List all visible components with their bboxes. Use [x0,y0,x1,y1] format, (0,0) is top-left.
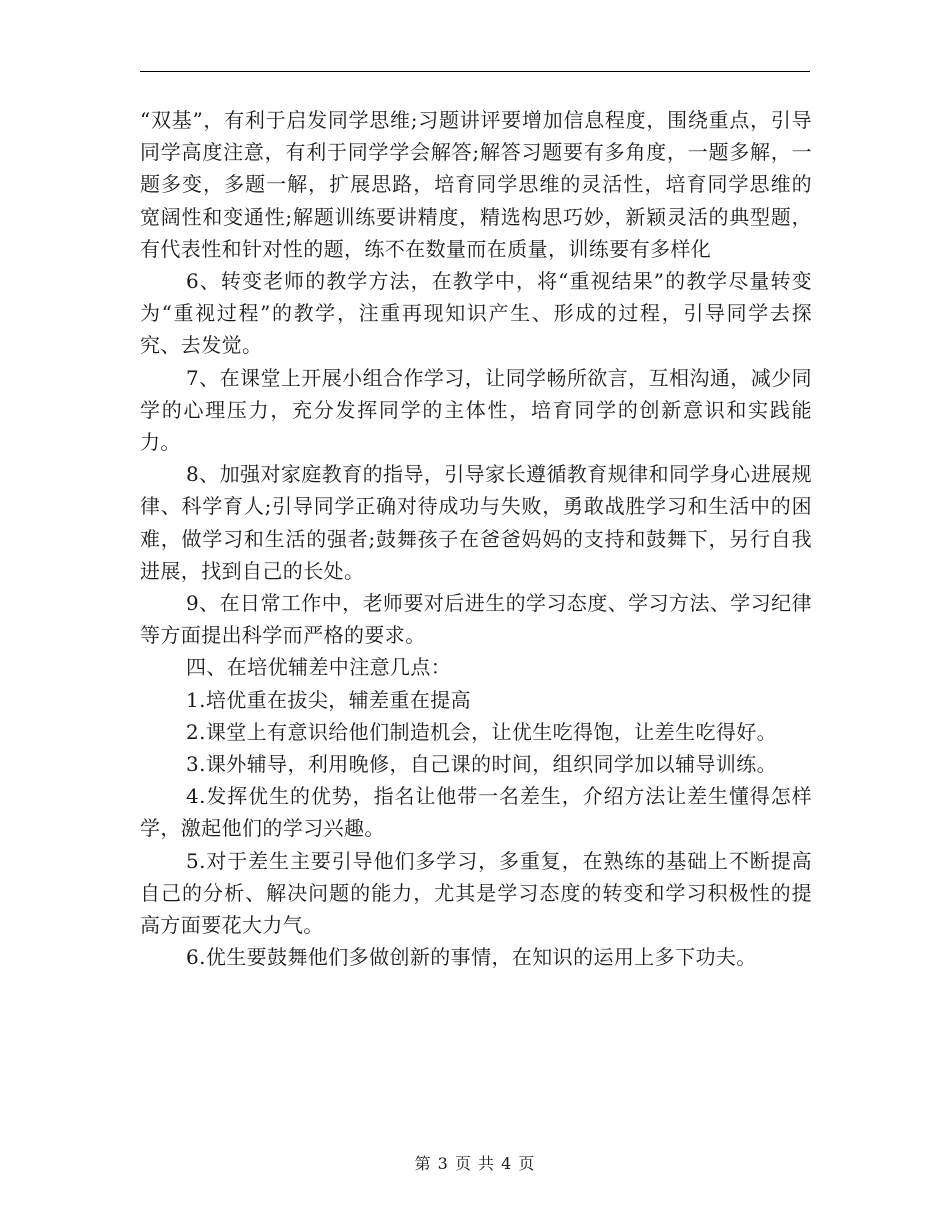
section-heading: 四、在培优辅差中注意几点： [186,655,452,680]
list-item: 6.优生要鼓舞他们多做创新的事情，在知识的运用上多下功夫。 [186,945,757,970]
paragraph: 7、在课堂上开展小组合作学习，让同学畅所欲言，互相沟通，减少同学的心理压力，充分发挥同学的主体性，培育同学的创新意识和实践能力。 [140,365,812,455]
paragraph: “双基”，有利于启发同学思维;习题讲评要增加信息程度，围绕重点，引导同学高度注意，有利于同学学会解答;解答习题要有多角度，一题多解，一题多变，多题一解，扩展思路，培育同学思维的灵活性，培育同学思维的宽阔性和变通性;解题训练要讲精度，精选构思巧妙，新颖灵活的典型题，有代表性和针对性的题，练不在数量而在质量，训练要有多样化 [140,108,812,261]
header-rule [140,71,810,72]
paragraph: 8、加强对家庭教育的指导，引导家长遵循教育规律和同学身心进展规律、科学育人;引导同学正确对待成功与失败，勇敢战胜学习和生活中的困难，做学习和生活的强者;鼓舞孩子在爸爸妈妈的支持和鼓舞下，另行自我进展，找到自己的长处。 [140,462,812,583]
paragraph: 6、转变老师的教学方法，在教学中，将“重视结果”的教学尽量转变为“重视过程”的教学，注重再现知识产生、形成的过程，引导同学去探究、去发觉。 [140,269,812,358]
list-item: 2.课堂上有意识给他们制造机会，让优生吃得饱，让差生吃得好。 [186,719,778,744]
list-item: 1.培优重在拔尖，辅差重在提高 [186,687,472,712]
list-item: 4.发挥优生的优势，指名让他带一名差生，介绍方法让差生懂得怎样学，激起他们的学习兴趣。 [140,784,812,841]
list-item: 3.课外辅导，利用晚修，自己课的时间，组织同学加以辅导训练。 [186,752,778,777]
paragraph: 9、在日常工作中，老师要对后进生的学习态度、学习方法、学习纪律等方面提出科学而严格的要求。 [140,591,812,648]
list-item: 5.对于差生主要引导他们多学习，多重复，在熟练的基础上不断提高自己的分析、解决问题的能力，尤其是学习态度的转变和学习积极性的提高方面要花大力气。 [140,848,812,938]
document-body [140,104,812,973]
page-number: 第 3 页 共 4 页 [414,1154,536,1173]
